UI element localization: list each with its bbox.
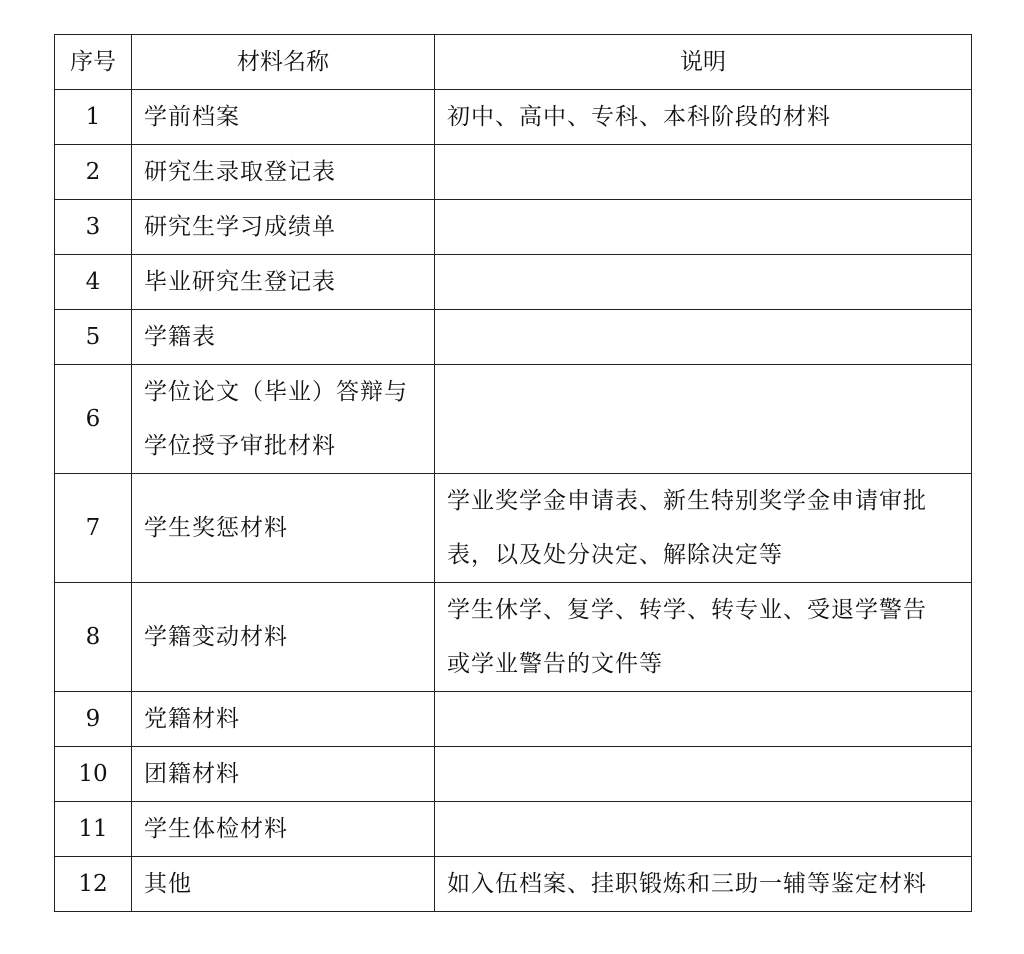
- row-no: 1: [55, 90, 132, 145]
- row-desc-text: 学业奖学金申请表、新生特别奖学金申请审批 表，以及处分决定、解除决定等: [447, 488, 927, 568]
- row-desc: [435, 802, 972, 857]
- row-desc: [435, 692, 972, 747]
- table-row: [55, 583, 972, 692]
- row-name: [132, 310, 435, 365]
- row-name: [132, 90, 435, 145]
- row-desc: [435, 90, 972, 145]
- row-no: 6: [55, 365, 132, 474]
- table-row: [55, 474, 972, 583]
- row-name-text: 学生体检材料: [144, 816, 288, 842]
- table-row: [55, 692, 972, 747]
- row-desc: [435, 310, 972, 365]
- header-name: 材料名称: [132, 35, 435, 90]
- row-no: 9: [55, 692, 132, 747]
- header-row: [55, 35, 972, 90]
- table-row: [55, 365, 972, 474]
- row-desc-text: 学生休学、复学、转学、转专业、受退学警告 或学业警告的文件等: [447, 597, 927, 677]
- table-body: [55, 90, 972, 912]
- row-name: [132, 200, 435, 255]
- row-name: [132, 255, 435, 310]
- row-name-text: 学籍变动材料: [144, 624, 288, 650]
- table-row: [55, 255, 972, 310]
- row-no: 11: [55, 802, 132, 857]
- row-name-text: 党籍材料: [144, 706, 240, 732]
- header-desc: 说明: [435, 35, 972, 90]
- row-name: [132, 857, 435, 912]
- row-name: [132, 747, 435, 802]
- row-name-text: 研究生录取登记表: [144, 159, 336, 185]
- row-desc: [435, 200, 972, 255]
- row-desc: [435, 255, 972, 310]
- row-no: 7: [55, 474, 132, 583]
- row-no: 8: [55, 583, 132, 692]
- row-name-text: 学前档案: [144, 104, 240, 130]
- table-row: [55, 200, 972, 255]
- row-desc: [435, 583, 972, 692]
- table-row: [55, 747, 972, 802]
- row-desc: [435, 747, 972, 802]
- row-desc: [435, 857, 972, 912]
- row-name-text: 学籍表: [144, 324, 216, 350]
- row-desc-text: 如入伍档案、挂职锻炼和三助一辅等鉴定材料: [447, 871, 927, 897]
- table-row: [55, 857, 972, 912]
- row-no: 12: [55, 857, 132, 912]
- row-name: [132, 583, 435, 692]
- row-name-text: 毕业研究生登记表: [144, 269, 336, 295]
- table-header: [55, 35, 972, 90]
- row-name-text: 学位论文（毕业）答辩与 学位授予审批材料: [144, 379, 408, 459]
- row-no: 5: [55, 310, 132, 365]
- row-no: 4: [55, 255, 132, 310]
- row-name: [132, 692, 435, 747]
- row-desc: [435, 474, 972, 583]
- row-name: [132, 802, 435, 857]
- row-no: 3: [55, 200, 132, 255]
- row-desc: [435, 145, 972, 200]
- row-name-text: 学生奖惩材料: [144, 515, 288, 541]
- row-name-text: 研究生学习成绩单: [144, 214, 336, 240]
- header-no: 序号: [55, 35, 132, 90]
- table-row: [55, 145, 972, 200]
- row-name: [132, 474, 435, 583]
- row-desc-text: 初中、高中、专科、本科阶段的材料: [447, 104, 831, 130]
- materials-table: [54, 34, 972, 912]
- row-name-text: 团籍材料: [144, 761, 240, 787]
- row-name: [132, 145, 435, 200]
- table-row: [55, 90, 972, 145]
- row-no: 10: [55, 747, 132, 802]
- row-name-text: 其他: [144, 871, 192, 897]
- table-row: [55, 310, 972, 365]
- row-desc: [435, 365, 972, 474]
- table-row: [55, 802, 972, 857]
- row-name: [132, 365, 435, 474]
- row-no: 2: [55, 145, 132, 200]
